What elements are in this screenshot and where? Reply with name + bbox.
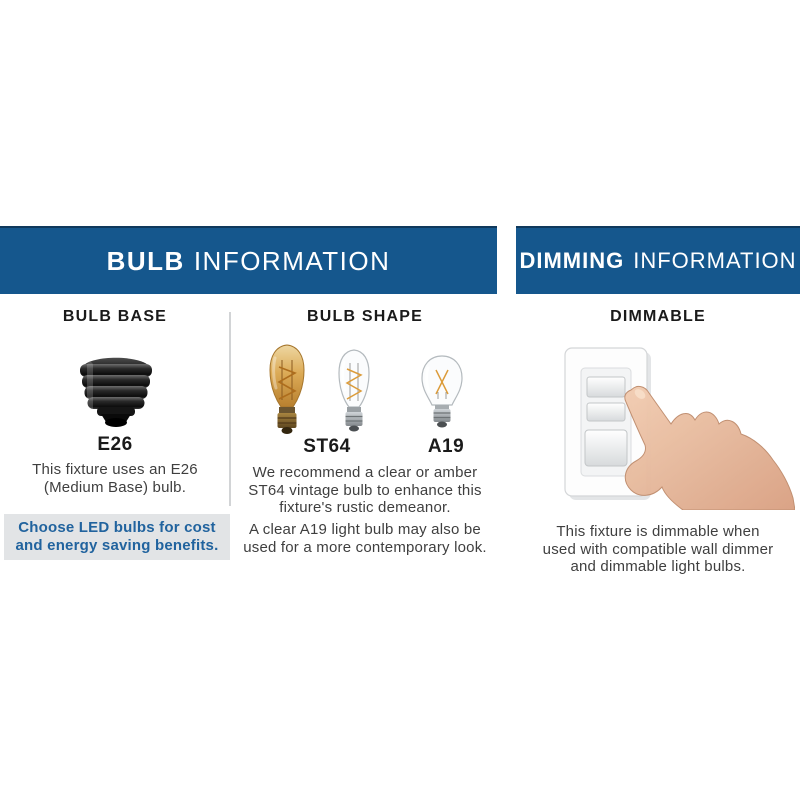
dimmable-desc-line3: and dimmable light bulbs. [570,558,746,575]
e26-label: E26 [97,434,133,455]
bulb-shape-desc1-line2: ST64 vintage bulb to enhance this [248,481,482,499]
a19-clear-bulb-icon [419,354,465,434]
bulb-shape-desc2-line1: A clear A19 light bulb may also be [249,521,481,538]
dimmable-heading: DIMMABLE [610,308,706,325]
bulb-base-description-line2: (Medium Base) bulb. [43,478,187,496]
dimming-header-bold-text: DIMMING [519,248,625,273]
bulb-shape-heading: BULB SHAPE [306,308,423,325]
st64-amber-bulb-icon [262,342,312,438]
bulb-shape-desc2-line2: used for a more contemporary look. [243,538,487,556]
e26-screw-base-icon [70,350,162,428]
dimmer-switch-with-hand-icon [545,340,795,510]
dimming-information-header [516,226,800,294]
dimmable-description [535,523,781,576]
bulb-shape-description-2 [240,521,490,556]
bulb-information-header [0,226,497,294]
bulb-shape-description-1 [240,464,490,517]
bulb-base-heading: BULB BASE [62,308,168,325]
bulb-shape-desc1-line3: fixture's rustic demeanor. [279,499,451,516]
st64-clear-bulb-icon [332,347,376,437]
dimming-header-light-text: INFORMATION [633,248,797,273]
dimmable-desc-line1: This fixture is dimmable when [556,523,760,540]
bulb-base-description-line1: This fixture uses an E26 [32,461,198,478]
led-tip-line1: Choose LED bulbs for cost [18,519,216,536]
bulb-header-bold-text: BULB [106,245,185,276]
dimmable-desc-line2: used with compatible wall dimmer [542,540,774,558]
column-divider [229,312,231,506]
led-tip-line2: and energy saving benefits. [15,537,219,554]
st64-label: ST64 [303,436,351,457]
led-tip-box [4,514,230,560]
bulb-base-description [10,461,220,496]
a19-label: A19 [427,436,465,457]
bulb-header-light-text: INFORMATION [193,245,391,276]
bulb-shape-desc1-line1: We recommend a clear or amber [252,464,478,481]
